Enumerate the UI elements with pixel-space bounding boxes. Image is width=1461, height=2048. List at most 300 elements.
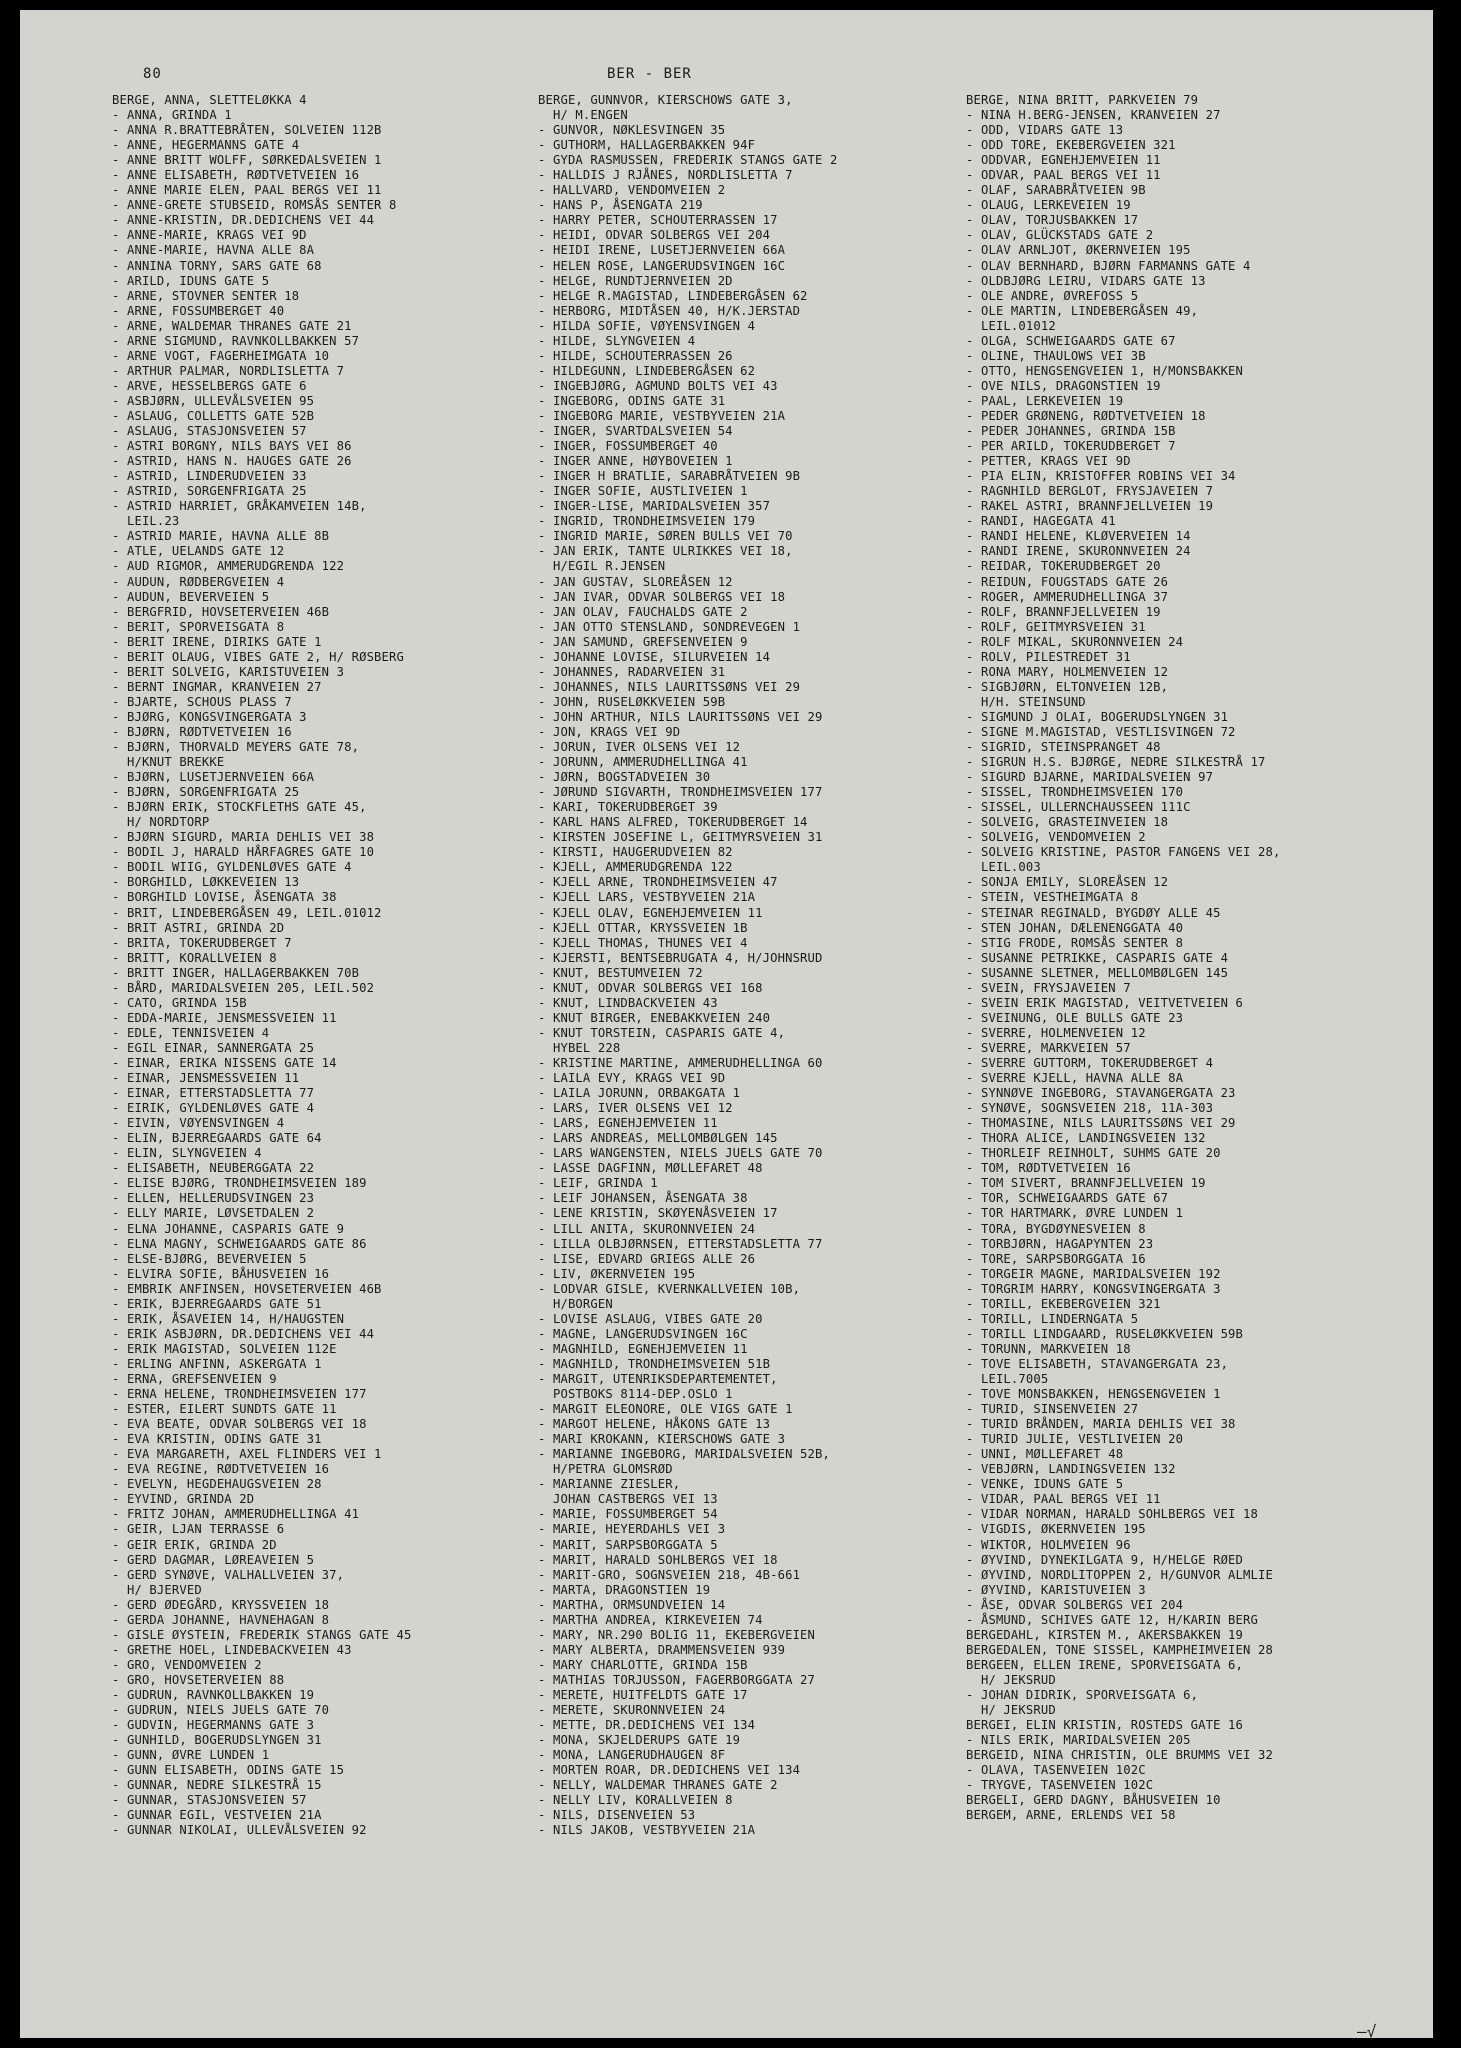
directory-entry: - MARIT, HARALD SOHLBERGS VEI 18 (538, 1552, 778, 1567)
directory-entry: - SIGNE M.MAGISTAD, VESTLISVINGEN 72 (966, 724, 1236, 739)
scan-border-right (1433, 0, 1461, 2048)
directory-entry: - INGRID, TRONDHEIMSVEIEN 179 (538, 514, 756, 529)
directory-entry: - JOHANNES, NILS LAURITSSØNS VEI 29 (538, 679, 801, 694)
directory-entry: - ØYVIND, DYNEKILGATA 9, H/HELGE RØED (966, 1552, 1244, 1567)
directory-column-1 (112, 93, 542, 1838)
directory-entry: - TURID BRÅNDEN, MARIA DEHLIS VEI 38 (966, 1417, 1236, 1432)
directory-entry: - AUDUN, RØDBERGVEIEN 4 (112, 574, 285, 589)
directory-entry: - MARGOT HELENE, HÅKONS GATE 13 (538, 1417, 771, 1432)
directory-entry: H/ JEKSRUD (966, 1703, 1056, 1718)
directory-entry: - ELNA MAGNY, SCHWEIGAARDS GATE 86 (112, 1236, 367, 1251)
directory-entry: - JOHN, RUSELØKKVEIEN 59B (538, 694, 726, 709)
directory-entry: - OLAUG, LERKEVEIEN 19 (966, 198, 1131, 213)
directory-entry: - TORA, BYGDØYNESVEIEN 8 (966, 1221, 1146, 1236)
directory-entry: - SVEINUNG, OLE BULLS GATE 23 (966, 1010, 1184, 1025)
directory-entry: - OVE NILS, DRAGONSTIEN 19 (966, 378, 1161, 393)
directory-entry: - METTE, DR.DEDICHENS VEI 134 (538, 1718, 756, 1733)
directory-entry: POSTBOKS 8114-DEP.OSLO 1 (538, 1387, 733, 1402)
directory-entry: - BERIT IRENE, DIRIKS GATE 1 (112, 634, 322, 649)
directory-entry: - ANNE, HEGERMANNS GATE 4 (112, 138, 300, 153)
directory-entry: - BÅRD, MARIDALSVEIEN 205, LEIL.502 (112, 980, 375, 995)
directory-entry: - EYVIND, GRINDA 2D (112, 1492, 255, 1507)
directory-entry: - SVERRE, MARKVEIEN 57 (966, 1040, 1131, 1055)
directory-entry: - GUNHILD, BOGERUDSLYNGEN 31 (112, 1733, 322, 1748)
directory-entry: - BRIT, LINDEBERGÅSEN 49, LEIL.01012 (112, 905, 382, 920)
directory-entry: - INGEBJØRG, AGMUND BOLTS VEI 43 (538, 378, 778, 393)
directory-entry: - ANNA R.BRATTEBRÅTEN, SOLVEIEN 112B (112, 123, 382, 138)
directory-entry: - JOHAN DIDRIK, SPORVEISGATA 6, (966, 1687, 1199, 1702)
directory-entry: - GUDRUN, NIELS JUELS GATE 70 (112, 1703, 330, 1718)
directory-entry: - BODIL J, HARALD HÅRFAGRES GATE 10 (112, 845, 375, 860)
directory-entry: - SISSEL, ULLERNCHAUSSEEN 111C (966, 800, 1191, 815)
directory-entry: - LASSE DAGFINN, MØLLEFARET 48 (538, 1161, 763, 1176)
directory-entry: - NELLY, WALDEMAR THRANES GATE 2 (538, 1778, 778, 1793)
directory-entry: - TORUNN, MARKVEIEN 18 (966, 1341, 1131, 1356)
directory-entry: BERGEEN, ELLEN IRENE, SPORVEISGATA 6, (966, 1657, 1244, 1672)
directory-entry: - KJELL LARS, VESTBYVEIEN 21A (538, 890, 756, 905)
directory-entry: - ATLE, UELANDS GATE 12 (112, 544, 285, 559)
directory-entry: - INGER-LISE, MARIDALSVEIEN 357 (538, 499, 771, 514)
directory-entry: - BJØRN, RØDTVETVEIEN 16 (112, 724, 292, 739)
directory-entry: - INGER H BRATLIE, SARABRÅTVEIEN 9B (538, 469, 801, 484)
directory-entry: - MAGNHILD, TRONDHEIMSVEIEN 51B (538, 1356, 771, 1371)
directory-entry: - ANNE BRITT WOLFF, SØRKEDALSVEIEN 1 (112, 153, 382, 168)
directory-entry: - OTTO, HENGSENGVEIEN 1, H/MONSBAKKEN (966, 363, 1244, 378)
directory-entry: - BJARTE, SCHOUS PLASS 7 (112, 694, 292, 709)
directory-entry: - GUNNAR, STASJONSVEIEN 57 (112, 1793, 307, 1808)
directory-entry: - MARY ALBERTA, DRAMMENSVEIEN 939 (538, 1642, 786, 1657)
directory-entry: - GERD SYNØVE, VALHALLVEIEN 37, (112, 1567, 345, 1582)
directory-entry: - NILS, DISENVEIEN 53 (538, 1808, 696, 1823)
directory-entry: - EVA BEATE, ODVAR SOLBERGS VEI 18 (112, 1417, 367, 1432)
directory-entry: - HALLDIS J RJÅNES, NORDLISLETTA 7 (538, 168, 793, 183)
directory-entry: - OLINE, THAULOWS VEI 3B (966, 348, 1146, 363)
directory-entry: - KNUT, LINDBACKVEIEN 43 (538, 995, 718, 1010)
directory-entry: - EINAR, ERIKA NISSENS GATE 14 (112, 1056, 337, 1070)
directory-entry: - HEIDI IRENE, LUSETJERNVEIEN 66A (538, 243, 786, 258)
directory-entry: - TORGRIM HARRY, KONGSVINGERGATA 3 (966, 1281, 1221, 1296)
directory-entry: - GERD ØDEGÅRD, KRYSSVEIEN 18 (112, 1597, 330, 1612)
directory-column-3 (966, 93, 1366, 1823)
directory-entry: - EVA MARGARETH, AXEL FLINDERS VEI 1 (112, 1447, 382, 1462)
directory-entry: - JAN OLAV, FAUCHALDS GATE 2 (538, 604, 748, 619)
directory-entry: - BJØRN, THORVALD MEYERS GATE 78, (112, 740, 360, 755)
directory-entry: - JON, KRAGS VEI 9D (538, 724, 681, 739)
directory-entry: - ØYVIND, NORDLITOPPEN 2, H/GUNVOR ALMLIE (966, 1567, 1273, 1582)
directory-entry: - BJØRN, LUSETJERNVEIEN 66A (112, 770, 315, 785)
directory-entry: - GRO, VENDOMVEIEN 2 (112, 1657, 262, 1672)
directory-entry: - KNUT, BESTUMVEIEN 72 (538, 965, 703, 980)
directory-entry: - ELIN, SLYNGVEIEN 4 (112, 1146, 262, 1161)
directory-entry: - ERIK, ÅSAVEIEN 14, H/HAUGSTEN (112, 1311, 345, 1326)
directory-entry: - ARNE, STOVNER SENTER 18 (112, 288, 300, 303)
directory-entry: - HILDE, SLYNGVEIEN 4 (538, 333, 696, 348)
directory-entry: - MARTA, DRAGONSTIEN 19 (538, 1582, 711, 1597)
directory-entry: - ELVIRA SOFIE, BÅHUSVEIEN 16 (112, 1266, 330, 1281)
directory-entry: - MONA, LANGERUDHAUGEN 8F (538, 1748, 726, 1763)
directory-entry: - VEBJØRN, LANDINGSVEIEN 132 (966, 1462, 1176, 1477)
directory-entry: - LISE, EDVARD GRIEGS ALLE 26 (538, 1251, 756, 1266)
directory-entry: - GUNNAR EGIL, VESTVEIEN 21A (112, 1808, 322, 1823)
directory-entry: - PER ARILD, TOKERUDBERGET 7 (966, 439, 1176, 454)
directory-entry: - EIVIN, VØYENSVINGEN 4 (112, 1116, 285, 1131)
directory-entry: - LARS WANGENSTEN, NIELS JUELS GATE 70 (538, 1146, 823, 1161)
directory-entry: - EIRIK, GYLDENLØVES GATE 4 (112, 1101, 315, 1116)
directory-entry: - MAGNHILD, EGNEHJEMVEIEN 11 (538, 1341, 748, 1356)
directory-entry: - JAN OTTO STENSLAND, SONDREVEGEN 1 (538, 619, 801, 634)
directory-entry: HYBEL 228 (538, 1040, 621, 1055)
directory-entry: - GRETHE HOEL, LINDEBACKVEIEN 43 (112, 1642, 352, 1657)
directory-entry: - OLAV, TORJUSBAKKEN 17 (966, 213, 1139, 228)
directory-entry: - OLAVA, TASENVEIEN 102C (966, 1763, 1146, 1778)
directory-entry: - TOM, RØDTVETVEIEN 16 (966, 1161, 1131, 1176)
directory-entry: - OLDBJØRG LEIRU, VIDARS GATE 13 (966, 273, 1206, 288)
directory-entry: - SIGMUND J OLAI, BOGERUDSLYNGEN 31 (966, 709, 1229, 724)
directory-entry: - ERIK ASBJØRN, DR.DEDICHENS VEI 44 (112, 1326, 375, 1341)
directory-entry: LEIL.01012 (966, 318, 1056, 333)
directory-entry: H/H. STEINSUND (966, 694, 1086, 709)
directory-entry: - LARS, EGNEHJEMVEIEN 11 (538, 1116, 718, 1131)
directory-entry: - MARIANNE ZIESLER, (538, 1477, 681, 1492)
directory-entry: - GEIR, LJAN TERRASSE 6 (112, 1522, 285, 1537)
directory-entry: - EDDA-MARIE, JENSMESSVEIEN 11 (112, 1010, 337, 1025)
directory-entry: - BERGFRID, HOVSETERVEIEN 46B (112, 604, 330, 619)
directory-entry: - ERIK, BJERREGAARDS GATE 51 (112, 1296, 322, 1311)
directory-entry: - ASTRID, LINDERUDVEIEN 33 (112, 469, 307, 484)
directory-entry: - HARRY PETER, SCHOUTERRASSEN 17 (538, 213, 778, 228)
directory-entry: - RONA MARY, HOLMENVEIEN 12 (966, 664, 1169, 679)
directory-entry: - INGER ANNE, HØYBOVEIEN 1 (538, 454, 733, 469)
directory-entry: - TOM SIVERT, BRANNFJELLVEIEN 19 (966, 1176, 1206, 1191)
directory-entry: - GERD DAGMAR, LØREAVEIEN 5 (112, 1552, 315, 1567)
directory-entry: - OLAV, GLÜCKSTADS GATE 2 (966, 228, 1154, 243)
directory-entry: - ARNE VOGT, FAGERHEIMGATA 10 (112, 348, 330, 363)
directory-entry: - BORGHILD, LØKKEVEIEN 13 (112, 875, 300, 890)
directory-entry: BERGELI, GERD DAGNY, BÅHUSVEIEN 10 (966, 1793, 1221, 1808)
directory-entry: H/ BJERVED (112, 1582, 202, 1597)
directory-entry: - RANDI, HAGEGATA 41 (966, 514, 1116, 529)
directory-entry: H/ NORDTORP (112, 815, 210, 830)
directory-entry: - VIDAR NORMAN, HARALD SOHLBERGS VEI 18 (966, 1507, 1259, 1522)
directory-entry: - LODVAR GISLE, KVERNKALLVEIEN 10B, (538, 1281, 801, 1296)
directory-entry: - GYDA RASMUSSEN, FREDERIK STANGS GATE 2 (538, 153, 838, 168)
directory-entry: - MARIE, FOSSUMBERGET 54 (538, 1507, 718, 1522)
directory-entry: - ØYVIND, KARISTUVEIEN 3 (966, 1582, 1146, 1597)
directory-entry: - BERIT, SPORVEISGATA 8 (112, 619, 285, 634)
directory-entry: - KJELL OTTAR, KRYSSVEIEN 1B (538, 920, 748, 935)
directory-entry: H/BORGEN (538, 1296, 613, 1311)
directory-entry: - MONA, SKJELDERUPS GATE 19 (538, 1733, 741, 1748)
directory-entry: - OLAF, SARABRÅTVEIEN 9B (966, 183, 1146, 198)
directory-entry: - WIKTOR, HOLMVEIEN 96 (966, 1537, 1131, 1552)
directory-entry: - MARY CHARLOTTE, GRINDA 15B (538, 1657, 748, 1672)
directory-entry: - OLAV ARNLJOT, ØKERNVEIEN 195 (966, 243, 1191, 258)
directory-entry: - JØRN, BOGSTADVEIEN 30 (538, 770, 711, 785)
directory-entry: - BRIT ASTRI, GRINDA 2D (112, 920, 285, 935)
directory-entry: - OLE MARTIN, LINDEBERGÅSEN 49, (966, 303, 1199, 318)
directory-entry: - ASLAUG, STASJONSVEIEN 57 (112, 424, 307, 439)
directory-entry: - OLGA, SCHWEIGAARDS GATE 67 (966, 333, 1176, 348)
directory-entry: - PEDER JOHANNES, GRINDA 15B (966, 424, 1176, 439)
directory-entry: - SIGURD BJARNE, MARIDALSVEIEN 97 (966, 770, 1214, 785)
directory-entry: - LARS, IVER OLSENS VEI 12 (538, 1101, 733, 1116)
directory-entry: - ASTRI BORGNY, NILS BAYS VEI 86 (112, 439, 352, 454)
directory-entry: - LAILA JORUNN, ORBAKGATA 1 (538, 1086, 741, 1101)
directory-entry: - ELISE BJØRG, TRONDHEIMSVEIEN 189 (112, 1176, 367, 1191)
directory-entry: - INGEBORG, ODINS GATE 31 (538, 393, 726, 408)
directory-entry: BERGEID, NINA CHRISTIN, OLE BRUMMS VEI 32 (966, 1748, 1273, 1763)
directory-entry: - KJELL ARNE, TRONDHEIMSVEIEN 47 (538, 875, 778, 890)
directory-entry: - TORILL, LINDERNGATA 5 (966, 1311, 1139, 1326)
directory-entry: - TORGEIR MAGNE, MARIDALSVEIEN 192 (966, 1266, 1221, 1281)
directory-entry: - ARNE SIGMUND, RAVNKOLLBAKKEN 57 (112, 333, 360, 348)
directory-entry: - HILDEGUNN, LINDEBERGÅSEN 62 (538, 363, 756, 378)
directory-entry: - ELSE-BJØRG, BEVERVEIEN 5 (112, 1251, 307, 1266)
directory-entry: - MATHIAS TORJUSSON, FAGERBORGGATA 27 (538, 1672, 816, 1687)
directory-entry: - ROLF MIKAL, SKURONNVEIEN 24 (966, 634, 1184, 649)
directory-entry: - RANDI HELENE, KLØVERVEIEN 14 (966, 529, 1191, 544)
directory-entry: - JAN IVAR, ODVAR SOLBERGS VEI 18 (538, 589, 786, 604)
directory-entry: - TOR HARTMARK, ØVRE LUNDEN 1 (966, 1206, 1184, 1221)
directory-entry: - SVERRE KJELL, HAVNA ALLE 8A (966, 1071, 1184, 1086)
directory-entry: - TRYGVE, TASENVEIEN 102C (966, 1778, 1154, 1793)
directory-entry: - EVA REGINE, RØDTVETVEIEN 16 (112, 1462, 330, 1477)
directory-entry: - REIDUN, FOUGSTADS GATE 26 (966, 574, 1169, 589)
directory-entry: - JORUNN, AMMERUDHELLINGA 41 (538, 755, 748, 770)
directory-entry: - JØRUND SIGVARTH, TRONDHEIMSVEIEN 177 (538, 785, 823, 800)
directory-entry: - EMBRIK ANFINSEN, HOVSETERVEIEN 46B (112, 1281, 382, 1296)
directory-entry: - ASTRID HARRIET, GRÅKAMVEIEN 14B, (112, 499, 367, 514)
directory-entry: - ELIN, BJERREGAARDS GATE 64 (112, 1131, 322, 1146)
directory-entry: - ÅSMUND, SCHIVES GATE 12, H/KARIN BERG (966, 1612, 1259, 1627)
directory-entry: - NELLY LIV, KORALLVEIEN 8 (538, 1793, 733, 1808)
scan-border-bottom (0, 2038, 1461, 2048)
scan-border-left (0, 0, 20, 2048)
directory-entry: - BERNT INGMAR, KRANVEIEN 27 (112, 679, 322, 694)
directory-entry: - SYNØVE, SOGNSVEIEN 218, 11A-303 (966, 1101, 1214, 1116)
directory-entry: BERGE, GUNNVOR, KIERSCHOWS GATE 3, (538, 93, 793, 107)
directory-entry: - CATO, GRINDA 15B (112, 995, 247, 1010)
directory-entry: - KJELL, AMMERUDGRENDA 122 (538, 860, 733, 875)
directory-entry: H/KNUT BREKKE (112, 755, 225, 770)
directory-entry: - MARIT-GRO, SOGNSVEIEN 218, 4B-661 (538, 1567, 801, 1582)
directory-entry: - KJELL OLAV, EGNEHJEMVEIEN 11 (538, 905, 763, 920)
directory-entry: - SVEIN, FRYSJAVEIEN 7 (966, 980, 1131, 995)
directory-entry: - JOHN ARTHUR, NILS LAURITSSØNS VEI 29 (538, 709, 823, 724)
directory-entry: BERGEI, ELIN KRISTIN, ROSTEDS GATE 16 (966, 1718, 1244, 1733)
directory-entry: - EDLE, TENNISVEIEN 4 (112, 1025, 270, 1040)
directory-entry: - SOLVEIG, VENDOMVEIEN 2 (966, 830, 1146, 845)
directory-entry: - BODIL WIIG, GYLDENLØVES GATE 4 (112, 860, 352, 875)
directory-entry: - AUD RIGMOR, AMMERUDGRENDA 122 (112, 559, 345, 574)
directory-entry: BERGEM, ARNE, ERLENDS VEI 58 (966, 1808, 1176, 1823)
directory-entry: - LILL ANITA, SKURONNVEIEN 24 (538, 1221, 756, 1236)
directory-entry: - BJØRN ERIK, STOCKFLETHS GATE 45, (112, 800, 367, 815)
directory-entry: - UNNI, MØLLEFARET 48 (966, 1447, 1124, 1462)
directory-entry: - TORILL, EKEBERGVEIEN 321 (966, 1296, 1161, 1311)
directory-entry: - OLAV BERNHARD, BJØRN FARMANNS GATE 4 (966, 258, 1251, 273)
handwritten-check-mark: —√ (1357, 2022, 1377, 2041)
directory-entry: - ARILD, IDUNS GATE 5 (112, 273, 270, 288)
directory-entry: - MARTHA ANDREA, KIRKEVEIEN 74 (538, 1612, 763, 1627)
directory-entry: - HELGE R.MAGISTAD, LINDEBERGÅSEN 62 (538, 288, 808, 303)
directory-entry: - ESTER, EILERT SUNDTS GATE 11 (112, 1402, 337, 1417)
directory-entry: - MERETE, SKURONNVEIEN 24 (538, 1703, 726, 1718)
directory-entry: - LENE KRISTIN, SKØYENÅSVEIEN 17 (538, 1206, 778, 1221)
directory-entry: H/EGIL R.JENSEN (538, 559, 666, 574)
directory-entry: - HELEN ROSE, LANGERUDSVINGEN 16C (538, 258, 786, 273)
directory-entry: - VIGDIS, ØKERNVEIEN 195 (966, 1522, 1146, 1537)
directory-entry: - ROLV, PILESTREDET 31 (966, 649, 1131, 664)
directory-entry: - BRITA, TOKERUDBERGET 7 (112, 935, 292, 950)
directory-entry: - ASBJØRN, ULLEVÅLSVEIEN 95 (112, 393, 315, 408)
directory-entry: - ANNE-KRISTIN, DR.DEDICHENS VEI 44 (112, 213, 375, 228)
directory-entry: BERGE, NINA BRITT, PARKVEIEN 79 (966, 93, 1199, 107)
directory-entry: - ODDVAR, EGNEHJEMVEIEN 11 (966, 153, 1161, 168)
directory-entry: - LILLA OLBJØRNSEN, ETTERSTADSLETTA 77 (538, 1236, 823, 1251)
directory-entry: - ELISABETH, NEUBERGGATA 22 (112, 1161, 315, 1176)
directory-entry: - RAKEL ASTRI, BRANNFJELLVEIEN 19 (966, 499, 1214, 514)
directory-entry: BERGEDAHL, KIRSTEN M., AKERSBAKKEN 19 (966, 1627, 1244, 1642)
directory-entry: - ANNE MARIE ELEN, PAAL BERGS VEI 11 (112, 183, 382, 198)
directory-entry: H/ JEKSRUD (966, 1672, 1056, 1687)
directory-entry: - EGIL EINAR, SANNERGATA 25 (112, 1040, 315, 1055)
directory-entry: - ROLF, GEITMYRSVEIEN 31 (966, 619, 1146, 634)
directory-entry: - HEIDI, ODVAR SOLBERGS VEI 204 (538, 228, 771, 243)
directory-entry: - HALLVARD, VENDOMVEIEN 2 (538, 183, 726, 198)
directory-entry: - ANNE ELISABETH, RØDTVETVEIEN 16 (112, 168, 360, 183)
directory-entry: - HILDE, SCHOUTERRASSEN 26 (538, 348, 733, 363)
directory-entry: LEIL.003 (966, 860, 1041, 875)
directory-entry: - VENKE, IDUNS GATE 5 (966, 1477, 1124, 1492)
directory-entry: - AUDUN, BEVERVEIEN 5 (112, 589, 270, 604)
directory-entry: - KARI, TOKERUDBERGET 39 (538, 800, 718, 815)
directory-entry: - GUTHORM, HALLAGERBAKKEN 94F (538, 138, 756, 153)
directory-entry: - ARTHUR PALMAR, NORDLISLETTA 7 (112, 363, 345, 378)
page-number: 80 (143, 66, 162, 82)
directory-entry: - HERBORG, MIDTÅSEN 40, H/K.JERSTAD (538, 303, 801, 318)
directory-entry: - HANS P, ÅSENGATA 219 (538, 198, 703, 213)
directory-entry: - RANDI IRENE, SKURONNVEIEN 24 (966, 544, 1191, 559)
directory-entry: - NILS ERIK, MARIDALSVEIEN 205 (966, 1733, 1191, 1748)
directory-entry: - HILDA SOFIE, VØYENSVINGEN 4 (538, 318, 756, 333)
directory-entry: - ASTRID MARIE, HAVNA ALLE 8B (112, 529, 330, 544)
directory-entry: - BRITT INGER, HALLAGERBAKKEN 70B (112, 965, 360, 980)
directory-entry: - REIDAR, TOKERUDBERGET 20 (966, 559, 1161, 574)
directory-entry: LEIL.7005 (966, 1371, 1049, 1386)
directory-entry: - MARGIT ELEONORE, OLE VIGS GATE 1 (538, 1402, 793, 1417)
directory-entry: - LOVISE ASLAUG, VIBES GATE 20 (538, 1311, 763, 1326)
directory-entry: - SVEIN ERIK MAGISTAD, VEITVETVEIEN 6 (966, 995, 1244, 1010)
directory-entry: - EVA KRISTIN, ODINS GATE 31 (112, 1432, 322, 1447)
directory-entry: - KARL HANS ALFRED, TOKERUDBERGET 14 (538, 815, 808, 830)
directory-entry: - ERLING ANFINN, ASKERGATA 1 (112, 1356, 322, 1371)
directory-entry: - ERNA, GREFSENVEIEN 9 (112, 1371, 277, 1386)
directory-entry: H/ M.ENGEN (538, 108, 628, 123)
directory-entry: - KJELL THOMAS, THUNES VEI 4 (538, 935, 748, 950)
directory-entry: - ELNA JOHANNE, CASPARIS GATE 9 (112, 1221, 345, 1236)
directory-entry: - TURID, SINSENVEIEN 27 (966, 1402, 1139, 1417)
directory-entry: - EINAR, ETTERSTADSLETTA 77 (112, 1086, 315, 1101)
directory-entry: - INGER, SVARTDALSVEIEN 54 (538, 424, 733, 439)
directory-entry: - STEINAR REGINALD, BYGDØY ALLE 45 (966, 905, 1221, 920)
directory-entry: - GUDVIN, HEGERMANNS GATE 3 (112, 1718, 315, 1733)
directory-entry: - GERDA JOHANNE, HAVNEHAGAN 8 (112, 1612, 330, 1627)
directory-entry: - JORUN, IVER OLSENS VEI 12 (538, 740, 741, 755)
directory-entry: - ODD TORE, EKEBERGVEIEN 321 (966, 138, 1176, 153)
directory-entry: - KIRSTEN JOSEFINE L, GEITMYRSVEIEN 31 (538, 830, 823, 845)
directory-entry: - ASLAUG, COLLETTS GATE 52B (112, 408, 315, 423)
directory-entry: - TOVE MONSBAKKEN, HENGSENGVEIEN 1 (966, 1387, 1221, 1402)
directory-entry: - ELLEN, HELLERUDSVINGEN 23 (112, 1191, 315, 1206)
directory-entry: LEIL.23 (112, 514, 180, 529)
directory-entry: - SVERRE GUTTORM, TOKERUDBERGET 4 (966, 1056, 1214, 1070)
directory-entry: - TURID JULIE, VESTLIVEIEN 20 (966, 1432, 1184, 1447)
directory-entry: - BERIT OLAUG, VIBES GATE 2, H/ RØSBERG (112, 649, 405, 664)
scan-border-top (0, 0, 1461, 10)
directory-entry: - PEDER GRØNENG, RØDTVETVEIEN 18 (966, 408, 1206, 423)
directory-entry: - BERIT SOLVEIG, KARISTUVEIEN 3 (112, 664, 345, 679)
directory-entry: - JAN ERIK, TANTE ULRIKKES VEI 18, (538, 544, 793, 559)
directory-entry: - MARTHA, ORMSUNDVEIEN 14 (538, 1597, 726, 1612)
directory-entry: - ANNE-MARIE, KRAGS VEI 9D (112, 228, 307, 243)
directory-entry: - ODVAR, PAAL BERGS VEI 11 (966, 168, 1161, 183)
directory-entry: - MARY, NR.290 BOLIG 11, EKEBERGVEIEN (538, 1627, 816, 1642)
directory-entry: - VIDAR, PAAL BERGS VEI 11 (966, 1492, 1161, 1507)
directory-entry: - SOLVEIG, GRASTEINVEIEN 18 (966, 815, 1169, 830)
directory-entry: - GUNNAR NIKOLAI, ULLEVÅLSVEIEN 92 (112, 1823, 367, 1838)
directory-entry: - THORLEIF REINHOLT, SUHMS GATE 20 (966, 1146, 1221, 1161)
directory-entry: - MERETE, HUITFELDTS GATE 17 (538, 1687, 748, 1702)
directory-entry: - ANNE-MARIE, HAVNA ALLE 8A (112, 243, 315, 258)
directory-entry: - TOVE ELISABETH, STAVANGERGATA 23, (966, 1356, 1229, 1371)
directory-entry: - SUSANNE SLETNER, MELLOMBØLGEN 145 (966, 965, 1229, 980)
directory-entry: - KRISTINE MARTINE, AMMERUDHELLINGA 60 (538, 1056, 823, 1070)
directory-entry: - SONJA EMILY, SLOREÅSEN 12 (966, 875, 1169, 890)
directory-entry: - SIGBJØRN, ELTONVEIEN 12B, (966, 679, 1169, 694)
directory-column-2 (538, 93, 968, 1838)
directory-entry: - ASTRID, HANS N. HAUGES GATE 26 (112, 454, 352, 469)
directory-entry: - ERIK MAGISTAD, SOLVEIEN 112E (112, 1341, 337, 1356)
directory-entry: - NINA H.BERG-JENSEN, KRANVEIEN 27 (966, 108, 1221, 123)
directory-entry: - ARNE, FOSSUMBERGET 40 (112, 303, 285, 318)
directory-entry: - ROLF, BRANNFJELLVEIEN 19 (966, 604, 1161, 619)
directory-entry: BERGEDALEN, TONE SISSEL, KAMPHEIMVEIEN 28 (966, 1642, 1273, 1657)
directory-entry: - ASTRID, SORGENFRIGATA 25 (112, 484, 307, 499)
directory-entry: - KNUT, ODVAR SOLBERGS VEI 168 (538, 980, 763, 995)
directory-entry: - KNUT TORSTEIN, CASPARIS GATE 4, (538, 1025, 786, 1040)
directory-entry: - KIRSTI, HAUGERUDVEIEN 82 (538, 845, 733, 860)
directory-entry: - RAGNHILD BERGLOT, FRYSJAVEIEN 7 (966, 484, 1214, 499)
directory-entry: - THORA ALICE, LANDINGSVEIEN 132 (966, 1131, 1206, 1146)
directory-entry: - PIA ELIN, KRISTOFFER ROBINS VEI 34 (966, 469, 1236, 484)
directory-entry: - TORBJØRN, HAGAPYNTEN 23 (966, 1236, 1154, 1251)
directory-entry: - INGER SOFIE, AUSTLIVEIEN 1 (538, 484, 748, 499)
directory-entry: - SIGRID, STEINSPRANGET 48 (966, 740, 1161, 755)
running-header: BER - BER (607, 66, 692, 82)
directory-entry: - SISSEL, TRONDHEIMSVEIEN 170 (966, 785, 1184, 800)
directory-entry: - STEIN, VESTHEIMGATA 8 (966, 890, 1139, 905)
directory-entry: - JAN GUSTAV, SLOREÅSEN 12 (538, 574, 733, 589)
directory-entry: H/PETRA GLOMSRØD (538, 1462, 673, 1477)
directory-entry: - GUNN ELISABETH, ODINS GATE 15 (112, 1763, 345, 1778)
directory-entry: - MARI KROKANN, KIERSCHOWS GATE 3 (538, 1432, 786, 1447)
directory-entry: - GUNN, ØVRE LUNDEN 1 (112, 1748, 270, 1763)
directory-entry: - MARIE, HEYERDAHLS VEI 3 (538, 1522, 726, 1537)
directory-entry: - LEIF, GRINDA 1 (538, 1176, 658, 1191)
directory-entry: - BJØRN SIGURD, MARIA DEHLIS VEI 38 (112, 830, 375, 845)
directory-entry: - GEIR ERIK, GRINDA 2D (112, 1537, 277, 1552)
